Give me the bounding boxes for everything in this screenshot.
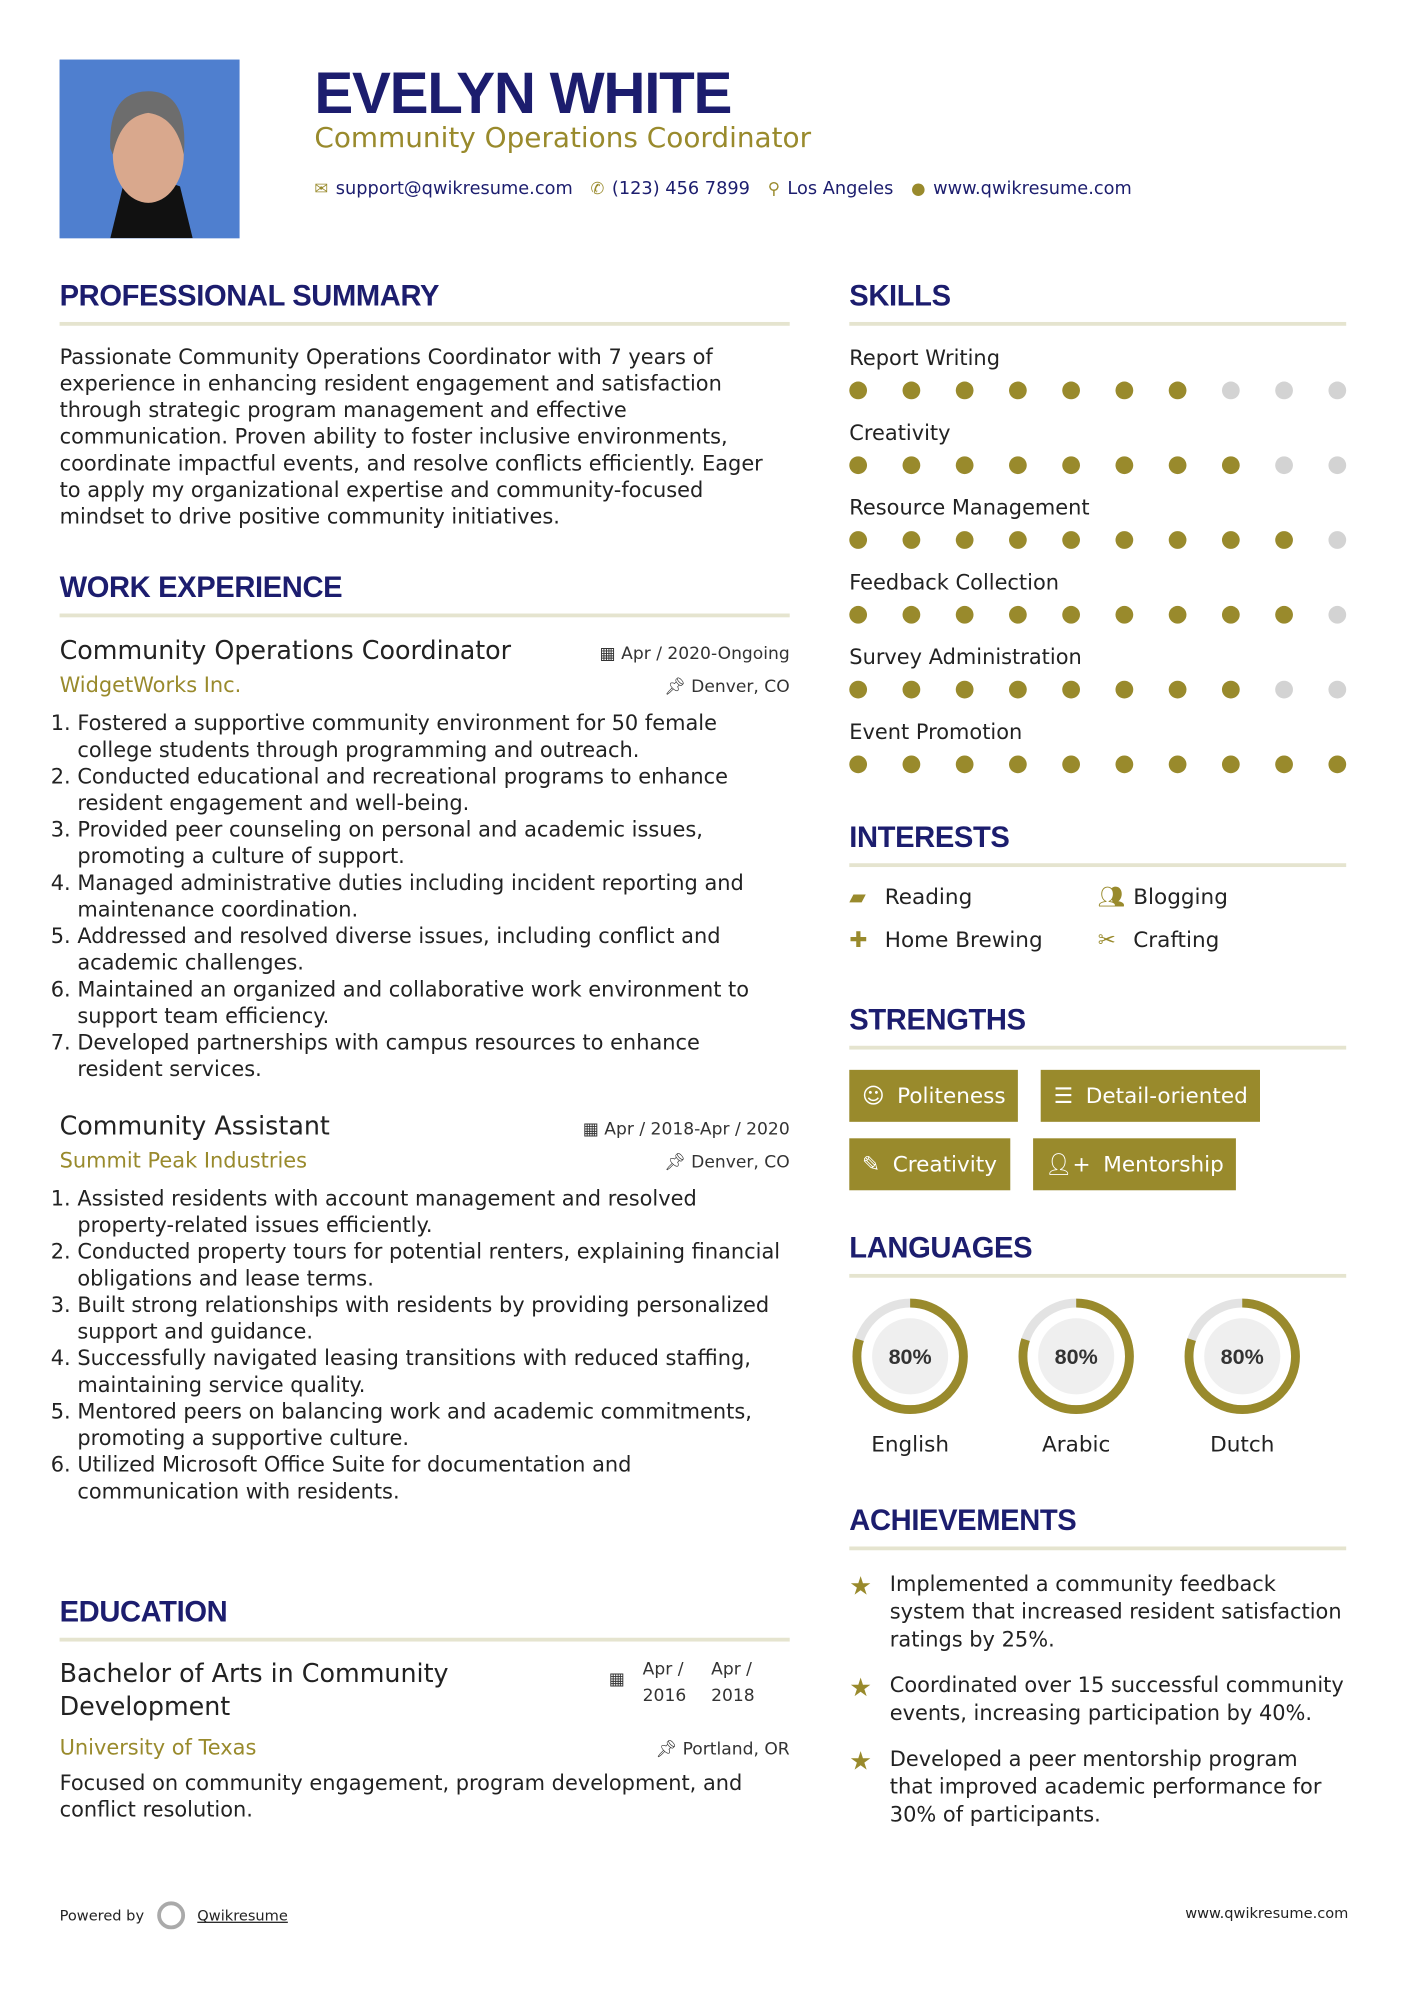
star-icon: ★ bbox=[849, 1671, 873, 1703]
strength-tag: ✎ Creativity bbox=[849, 1138, 1009, 1190]
bullet: 5. Addressed and resolved diverse issues, including conflict and academic challenges. bbox=[77, 923, 789, 976]
divider bbox=[849, 863, 1346, 867]
interest-item: 👥︎ Blogging bbox=[1097, 884, 1228, 911]
education-section bbox=[60, 1595, 790, 1823]
rating-dot bbox=[1222, 755, 1240, 773]
interest-item: ▰ Reading bbox=[849, 884, 973, 911]
section-heading: LANGUAGES bbox=[849, 1230, 1033, 1264]
rating-dot bbox=[1275, 382, 1293, 400]
achievements-section bbox=[849, 1503, 1346, 1847]
strength-tag: 👤︎+ Mentorship bbox=[1032, 1138, 1236, 1190]
interests-section bbox=[849, 820, 1346, 953]
company-name: Summit Peak Industries bbox=[59, 1148, 308, 1173]
candidate-name: EVELYN WHITE bbox=[314, 59, 732, 126]
bullet: 7. Developed partnerships with campus resources to enhance resident services. bbox=[77, 1029, 789, 1082]
job-title: Community Operations Coordinator bbox=[59, 635, 512, 666]
language-percent: 80% bbox=[888, 1344, 932, 1369]
qwikresume-logo bbox=[157, 1901, 185, 1929]
rating-dot bbox=[903, 531, 921, 549]
rating-dot bbox=[903, 755, 921, 773]
candidate-title: Community Operations Coordinator bbox=[314, 122, 812, 155]
bullet: 5. Mentored peers on balancing work and academic commitments, promoting a supportive culture. bbox=[77, 1398, 789, 1451]
book-icon: ▰ bbox=[849, 884, 866, 911]
skill-name: Survey Administration bbox=[849, 645, 1082, 670]
rating-dot bbox=[1222, 681, 1240, 699]
rating-dot bbox=[1009, 681, 1027, 699]
rating-dot bbox=[1115, 755, 1133, 773]
rating-dot bbox=[849, 531, 867, 549]
rating-dot bbox=[1115, 531, 1133, 549]
bullet: 1. Fostered a supportive community environment for 50 female college students through programming and outreach. bbox=[77, 710, 789, 763]
skill-name: Event Promotion bbox=[849, 719, 1023, 745]
calendar-icon: ▦ bbox=[582, 1119, 605, 1140]
rating-dot bbox=[1062, 531, 1080, 549]
bullet: 3. Provided peer counseling on personal and academic issues, promoting a culture of support. bbox=[77, 816, 789, 869]
divider bbox=[849, 1046, 1346, 1050]
skill-rating bbox=[849, 531, 1346, 549]
skills-section bbox=[849, 279, 1346, 792]
rating-dot bbox=[903, 681, 921, 699]
language-percent: 80% bbox=[1054, 1344, 1098, 1369]
rating-dot bbox=[956, 382, 974, 400]
bullet: 6. Maintained an organized and collaborative work environment to support team efficiency. bbox=[77, 976, 789, 1029]
edu-location: Portland, OR bbox=[682, 1739, 790, 1760]
degree: Bachelor of Arts in Community Development bbox=[59, 1658, 449, 1722]
bullet: 2. Conducted property tours for potential renters, explaining financial obligations and lease terms. bbox=[77, 1238, 789, 1291]
skill-rating bbox=[849, 456, 1346, 474]
rating-dot bbox=[1062, 681, 1080, 699]
strengths-section bbox=[849, 1003, 1346, 1191]
pin-icon: 📌︎ bbox=[663, 1152, 692, 1173]
divider bbox=[849, 1274, 1346, 1278]
puzzle-icon: ✚ bbox=[849, 927, 868, 954]
language-ring bbox=[849, 1295, 971, 1417]
skills-list bbox=[849, 344, 1346, 793]
rating-dot bbox=[1275, 606, 1293, 624]
skill-item bbox=[849, 493, 1346, 568]
envelope-icon: ✉ bbox=[314, 179, 329, 200]
bullet: 1. Assisted residents with account management and resolved property-related issues efficiently. bbox=[77, 1185, 789, 1238]
job-location: Denver, CO bbox=[691, 676, 790, 698]
rating-dot bbox=[1169, 681, 1187, 699]
languages-section bbox=[849, 1231, 1346, 1458]
footer-powered bbox=[60, 1901, 288, 1929]
skill-rating bbox=[849, 755, 1346, 773]
rating-dot bbox=[1009, 382, 1027, 400]
rating-dot bbox=[1115, 382, 1133, 400]
edu-end: Apr / 2018 bbox=[711, 1659, 755, 1707]
divider bbox=[60, 614, 790, 618]
edu-start: Apr / 2016 bbox=[642, 1659, 687, 1707]
language-name: English bbox=[871, 1432, 950, 1458]
language-percent: 80% bbox=[1220, 1344, 1264, 1369]
list-icon: ☰ bbox=[1053, 1083, 1074, 1109]
achievement-item: ★ Coordinated over 15 successful community events, increasing participation by 40%. bbox=[849, 1672, 1346, 1728]
rating-dot bbox=[1275, 755, 1293, 773]
pin-icon: 📌︎ bbox=[655, 1739, 683, 1760]
powered-by-label: Powered by bbox=[59, 1906, 145, 1925]
rating-dot bbox=[1275, 456, 1293, 474]
rating-dot bbox=[903, 382, 921, 400]
skill-item bbox=[849, 643, 1346, 718]
rating-dot bbox=[1062, 606, 1080, 624]
section-heading: WORK EXPERIENCE bbox=[59, 570, 343, 604]
skill-item bbox=[849, 418, 1346, 493]
rating-dot bbox=[956, 531, 974, 549]
achievement-item: ★ Developed a peer mentorship program that improved academic performance for 30% of participants. bbox=[849, 1745, 1346, 1829]
rating-dot bbox=[849, 606, 867, 624]
rating-dot bbox=[956, 755, 974, 773]
rating-dot bbox=[1222, 456, 1240, 474]
section-heading: PROFESSIONAL SUMMARY bbox=[59, 278, 440, 312]
rating-dot bbox=[1115, 681, 1133, 699]
profile-photo bbox=[60, 60, 240, 239]
rating-dot bbox=[1275, 681, 1293, 699]
rating-dot bbox=[1169, 382, 1187, 400]
language-item bbox=[1015, 1295, 1137, 1457]
interest-item: ✚ Home Brewing bbox=[849, 927, 1043, 954]
job-entry bbox=[60, 635, 790, 1082]
divider bbox=[60, 322, 790, 326]
section-heading: EDUCATION bbox=[59, 1594, 228, 1628]
rating-dot bbox=[1222, 382, 1240, 400]
school-name: University of Texas bbox=[59, 1735, 257, 1760]
language-item bbox=[1181, 1295, 1303, 1457]
pin-icon: 📌︎ bbox=[663, 676, 692, 698]
contact-email[interactable]: ✉ support@qwikresume.com bbox=[314, 178, 573, 200]
brand-link[interactable]: Qwikresume bbox=[197, 1906, 288, 1925]
rating-dot bbox=[903, 456, 921, 474]
paintbrush-icon: ✎ bbox=[861, 1151, 881, 1177]
job-bullets bbox=[60, 1185, 790, 1504]
globe-icon: ● bbox=[911, 179, 926, 200]
edu-description: Focused on community engagement, program development, and conflict resolution. bbox=[59, 1770, 743, 1822]
calendar-icon: ▦ bbox=[599, 643, 622, 665]
summary-text: Passionate Community Operations Coordinator with 7 years of experience in enhancing resident engagement and satisfaction through strategic program management and effective communication. Proven ability to foster inclusive environments, coordinate impactful events, and resolve conflicts efficiently. Eager to apply my organizational expertise and community-focused mindset to drive positive community initiatives. bbox=[59, 344, 763, 529]
language-name: Dutch bbox=[1210, 1432, 1275, 1458]
rating-dot bbox=[849, 456, 867, 474]
section-heading: STRENGTHS bbox=[849, 1002, 1026, 1036]
skill-item bbox=[849, 717, 1346, 792]
rating-dot bbox=[956, 681, 974, 699]
skill-rating bbox=[849, 606, 1346, 624]
rating-dot bbox=[1115, 606, 1133, 624]
language-ring bbox=[1015, 1295, 1137, 1417]
rating-dot bbox=[1169, 606, 1187, 624]
language-ring bbox=[1181, 1295, 1303, 1417]
bullet: 4. Successfully navigated leasing transitions with reduced staffing, maintaining service quality. bbox=[77, 1345, 789, 1398]
rating-dot bbox=[1169, 755, 1187, 773]
divider bbox=[849, 1546, 1346, 1550]
section-heading: ACHIEVEMENTS bbox=[849, 1503, 1077, 1537]
job-dates: Apr / 2020-Ongoing bbox=[621, 643, 790, 665]
rating-dot bbox=[1275, 531, 1293, 549]
rating-dot bbox=[1009, 531, 1027, 549]
language-name: Arabic bbox=[1042, 1432, 1111, 1458]
bullet: 6. Utilized Microsoft Office Suite for documentation and communication with residents. bbox=[77, 1451, 789, 1504]
rating-dot bbox=[1222, 531, 1240, 549]
rating-dot bbox=[1222, 606, 1240, 624]
rating-dot bbox=[1328, 681, 1346, 699]
divider bbox=[849, 322, 1346, 326]
user-plus-icon: 👤︎+ bbox=[1045, 1151, 1091, 1177]
skill-name: Report Writing bbox=[849, 346, 1000, 371]
rating-dot bbox=[1115, 456, 1133, 474]
rating-dot bbox=[1328, 456, 1346, 474]
rating-dot bbox=[849, 755, 867, 773]
users-icon: 👥︎ bbox=[1097, 884, 1126, 911]
rating-dot bbox=[1009, 606, 1027, 624]
rating-dot bbox=[849, 681, 867, 699]
rating-dot bbox=[903, 606, 921, 624]
language-item bbox=[849, 1295, 971, 1457]
rating-dot bbox=[956, 606, 974, 624]
divider bbox=[60, 1638, 790, 1642]
rating-dot bbox=[1328, 531, 1346, 549]
job-location: Denver, CO bbox=[691, 1152, 790, 1173]
job-bullets bbox=[60, 710, 790, 1083]
rating-dot bbox=[1328, 606, 1346, 624]
rating-dot bbox=[1062, 456, 1080, 474]
rating-dot bbox=[1169, 456, 1187, 474]
job-entry bbox=[60, 1110, 790, 1504]
skill-name: Creativity bbox=[849, 420, 951, 445]
bullet: 3. Built strong relationships with residents by providing personalized support and guidance. bbox=[77, 1292, 789, 1345]
contact-location: ⚲ Los Angeles bbox=[767, 178, 894, 200]
skill-item bbox=[849, 568, 1346, 643]
skill-name: Resource Management bbox=[849, 495, 1090, 520]
job-title: Community Assistant bbox=[59, 1110, 330, 1141]
star-icon: ★ bbox=[849, 1570, 873, 1601]
rating-dot bbox=[1062, 755, 1080, 773]
skill-name: Feedback Collection bbox=[849, 570, 1060, 595]
smile-icon: ☺ bbox=[861, 1083, 885, 1109]
job-dates: Apr / 2018-Apr / 2020 bbox=[604, 1119, 790, 1140]
achievement-item: ★ Implemented a community feedback system that increased resident satisfaction ratings by 25%. bbox=[849, 1571, 1346, 1655]
contact-phone[interactable]: ✆ (123) 456 7899 bbox=[590, 178, 750, 200]
section-heading: SKILLS bbox=[849, 278, 951, 312]
bullet: 4. Managed administrative duties including incident reporting and maintenance coordination. bbox=[77, 870, 789, 923]
rating-dot bbox=[1328, 382, 1346, 400]
phone-icon: ✆ bbox=[590, 179, 605, 200]
bullet: 2. Conducted educational and recreational programs to enhance resident engagement and well-being. bbox=[77, 763, 789, 816]
contact-bar bbox=[314, 179, 1131, 199]
skill-rating bbox=[849, 382, 1346, 400]
rating-dot bbox=[1062, 382, 1080, 400]
contact-website[interactable]: ● www.qwikresume.com bbox=[911, 178, 1132, 200]
strength-tag: ☰ Detail-oriented bbox=[1041, 1070, 1260, 1122]
strength-tag: ☺ Politeness bbox=[849, 1070, 1018, 1122]
interest-item: ✂ Crafting bbox=[1097, 927, 1220, 954]
rating-dot bbox=[956, 456, 974, 474]
calendar-icon: ▦ bbox=[608, 1669, 625, 1690]
rating-dot bbox=[1169, 531, 1187, 549]
rating-dot bbox=[1009, 456, 1027, 474]
footer-website[interactable]: www.qwikresume.com bbox=[1185, 1903, 1349, 1922]
rating-dot bbox=[1009, 755, 1027, 773]
skill-item bbox=[849, 344, 1346, 419]
company-name: WidgetWorks Inc. bbox=[59, 673, 242, 698]
star-icon: ★ bbox=[849, 1745, 873, 1776]
map-marker-icon: ⚲ bbox=[767, 179, 780, 200]
scissors-icon: ✂ bbox=[1097, 927, 1116, 954]
experience-section bbox=[60, 570, 790, 1504]
languages-list bbox=[849, 1295, 1346, 1457]
section-heading: INTERESTS bbox=[849, 820, 1010, 854]
rating-dot bbox=[1328, 755, 1346, 773]
rating-dot bbox=[849, 382, 867, 400]
summary-section bbox=[60, 279, 790, 530]
skill-rating bbox=[849, 681, 1346, 699]
